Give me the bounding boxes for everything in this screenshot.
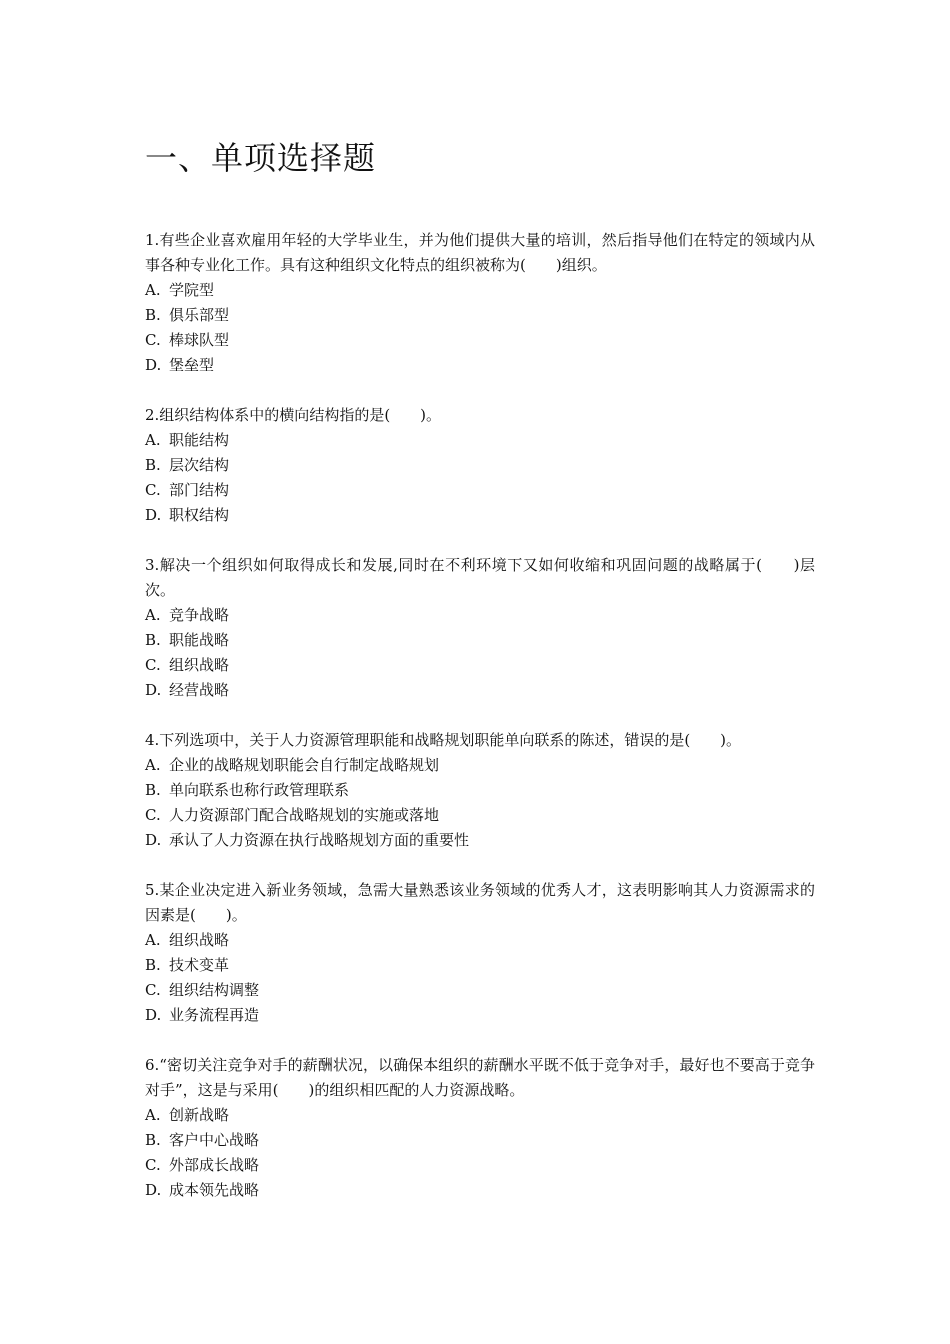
question-stem: 6.“密切关注竞争对手的薪酬状况，以确保本组织的薪酬水平既不低于竞争对手，最好也不要高于竞争对手”，这是与采用( )的组织相匹配的人力资源战略。 [145,1056,815,1099]
question-3 [145,553,815,703]
question-stem: 1.有些企业喜欢雇用年轻的大学毕业生，并为他们提供大量的培训，然后指导他们在特定的领域内从事各种专业化工作。具有这种组织文化特点的组织被称为( )组织。 [145,231,815,274]
option-c [145,328,815,353]
option-b [145,778,815,803]
option-c [145,478,815,503]
option-letter: C. [145,656,161,674]
option-letter: B. [145,1131,161,1149]
option-text: 经营战略 [169,681,230,699]
option-text: 创新战略 [169,1106,230,1124]
option-a [145,1103,815,1128]
question-stem: 2.组织结构体系中的横向结构指的是( )。 [145,406,442,424]
option-text: 外部成长战略 [169,1156,260,1174]
option-d [145,1003,815,1028]
option-text: 部门结构 [169,481,230,499]
option-text: 层次结构 [169,456,230,474]
option-b [145,453,815,478]
option-b [145,953,815,978]
option-letter: D. [145,356,162,374]
option-text: 俱乐部型 [169,306,230,324]
option-text: 竞争战略 [169,606,230,624]
question-stem: 3.解决一个组织如何取得成长和发展,同时在不利环境下又如何收缩和巩固问题的战略属于( )层次。 [145,556,815,599]
option-letter: B. [145,306,161,324]
option-text: 企业的战略规划职能会自行制定战略规划 [169,756,440,774]
option-text: 职能结构 [169,431,230,449]
option-letter: C. [145,981,161,999]
option-letter: D. [145,1181,162,1199]
option-text: 组织结构调整 [169,981,260,999]
option-letter: B. [145,781,161,799]
option-letter: D. [145,506,162,524]
option-c [145,803,815,828]
option-d [145,828,815,853]
option-text: 客户中心战略 [169,1131,260,1149]
option-text: 职能战略 [169,631,230,649]
option-a [145,753,815,778]
option-text: 人力资源部门配合战略规划的实施或落地 [169,806,440,824]
option-a [145,278,815,303]
option-b [145,628,815,653]
option-letter: D. [145,1006,162,1024]
option-letter: C. [145,806,161,824]
section-title: 一、单项选择题 [145,139,377,177]
option-text: 承认了人力资源在执行战略规划方面的重要性 [169,831,470,849]
option-text: 学院型 [169,281,215,299]
option-c [145,653,815,678]
option-text: 堡垒型 [169,356,215,374]
question-5 [145,878,815,1028]
option-text: 棒球队型 [169,331,230,349]
option-letter: D. [145,831,162,849]
option-d [145,503,815,528]
option-letter: C. [145,481,161,499]
option-letter: C. [145,331,161,349]
option-d [145,353,815,378]
option-text: 职权结构 [169,506,230,524]
option-a [145,428,815,453]
option-b [145,1128,815,1153]
option-text: 成本领先战略 [169,1181,260,1199]
option-letter: A. [145,281,161,299]
option-a [145,928,815,953]
option-letter: D. [145,681,162,699]
option-letter: B. [145,456,161,474]
question-1 [145,228,815,378]
option-text: 业务流程再造 [169,1006,260,1024]
option-letter: B. [145,956,161,974]
question-4 [145,728,815,853]
option-text: 单向联系也称行政管理联系 [169,781,350,799]
option-text: 技术变革 [169,956,230,974]
question-6 [145,1053,815,1203]
question-stem: 5.某企业决定进入新业务领域，急需大量熟悉该业务领域的优秀人才，这表明影响其人力资源需求的因素是( )。 [145,881,815,924]
document-page [145,136,815,1228]
option-a [145,603,815,628]
option-letter: B. [145,631,161,649]
question-2 [145,403,815,528]
option-text: 组织战略 [169,656,230,674]
option-text: 组织战略 [169,931,230,949]
question-stem: 4.下列选项中，关于人力资源管理职能和战略规划职能单向联系的陈述，错误的是( )。 [145,731,742,749]
option-letter: A. [145,1106,161,1124]
option-letter: A. [145,756,161,774]
option-letter: C. [145,1156,161,1174]
option-letter: A. [145,606,161,624]
option-b [145,303,815,328]
option-d [145,1178,815,1203]
option-letter: A. [145,431,161,449]
option-d [145,678,815,703]
option-letter: A. [145,931,161,949]
option-c [145,1153,815,1178]
option-c [145,978,815,1003]
